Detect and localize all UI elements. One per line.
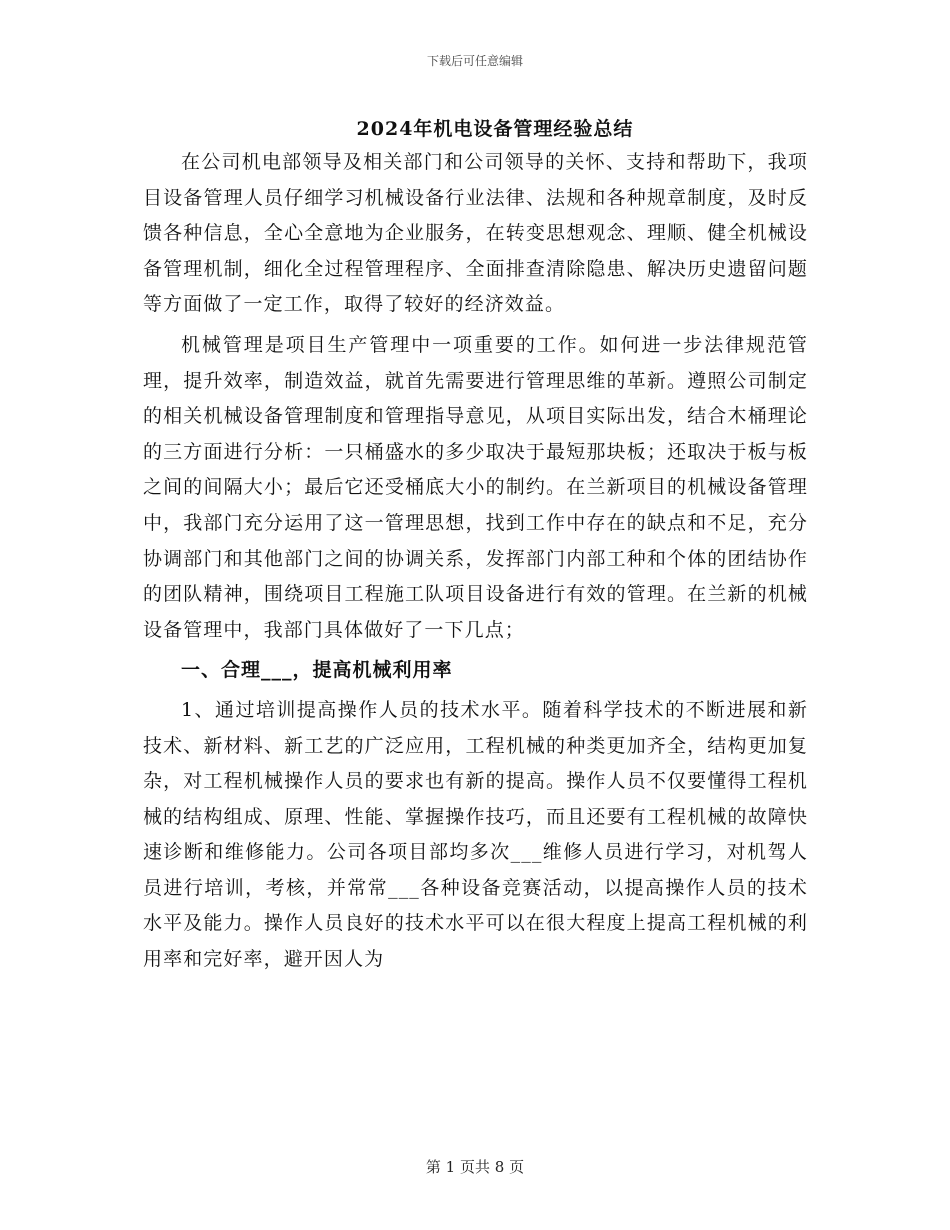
page-number: 第 1 页共 8 页: [425, 1158, 525, 1176]
section-heading: 一、合理___，提高机械利用率: [181, 659, 453, 682]
header-note: 下载后可任意编辑: [426, 54, 523, 68]
paragraph-training: 1、通过培训提高操作人员的技术水平。随着科学技术的不断进展和新技术、新材料、新工艺的广泛应用，工程机械的种类更加齐全，结构更加复杂，对工程机械操作人员的要求也有新的提高。操作人员不仅要懂得工程机械的结构组成、原理、性能、掌握操作技巧，而且还要有工程机械的故障快速诊断和维修能力。公司各项目部均多次___维修人员进行学习，对机驾人员进行培训，考核，并常常___各种设备竞赛活动，以提高操作人员的技术水平及能力。操作人员良好的技术水平可以在很大程度上提高工程机械的利用率和完好率，避开因人为: [143, 698, 808, 971]
paragraph-management: 机械管理是项目生产管理中一项重要的工作。如何进一步法律规范管理，提升效率，制造效益，就首先需要进行管理思维的革新。遵照公司制定的相关机械设备管理制度和管理指导意见，从项目实际出发，结合木桶理论的三方面进行分析：一只桶盛水的多少取决于最短那块板；还取决于板与板之间的间隔大小；最后它还受桶底大小的制约。在兰新项目的机械设备管理中，我部门充分运用了这一管理思想，找到工作中存在的缺点和不足，充分协调部门和其他部门之间的协调关系，发挥部门内部工种和个体的团结协作的团队精神，围绕项目工程施工队项目设备进行有效的管理。在兰新的机械设备管理中，我部门具体做好了一下几点；: [143, 333, 808, 641]
paragraph-intro: 在公司机电部领导及相关部门和公司领导的关怀、支持和帮助下，我项目设备管理人员仔细学习机械设备行业法律、法规和各种规章制度，及时反馈各种信息，全心全意地为企业服务，在转变思想观念、理顺、健全机械设备管理机制，细化全过程管理程序、全面排查清除隐患、解决历史遗留问题等方面做了一定工作，取得了较好的经济效益。: [143, 151, 808, 316]
document-body: [143, 145, 808, 983]
document-title: 2024年机电设备管理经验总结: [356, 118, 634, 140]
